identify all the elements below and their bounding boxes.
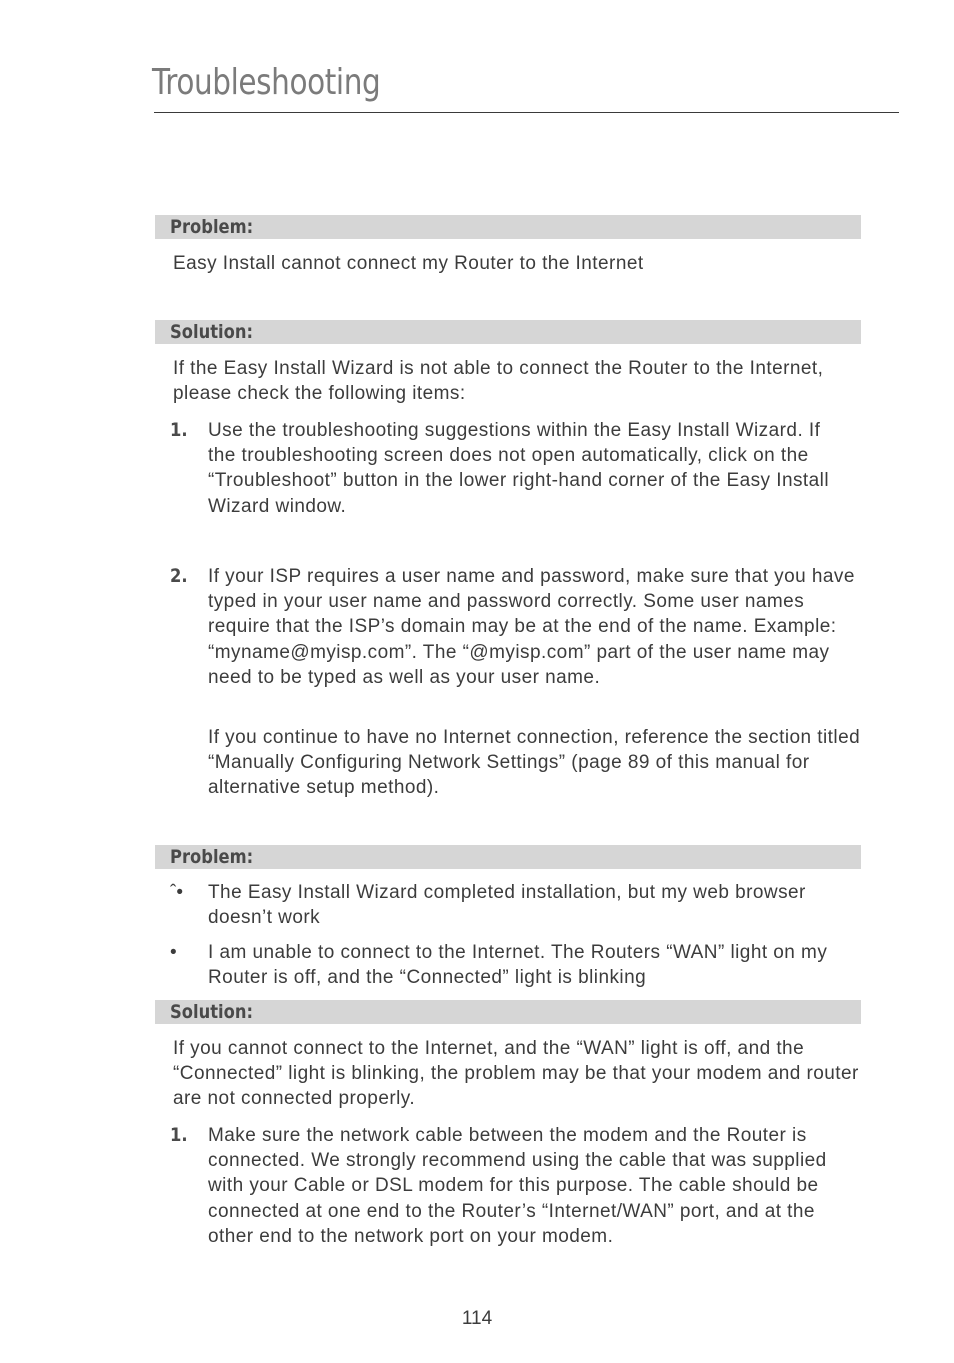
step-text: Make sure the network cable between the modem and the Router is connected. We strongly recommend using the cable that was supplied with your Cable or DSL modem for this purpose. The cable should be connected at one end to the Router’s “Internet/WAN” port, and at the other end to the network port on your modem.: [208, 1125, 827, 1247]
solution-heading-bar: [155, 1000, 861, 1024]
problem-text: Easy Install cannot connect my Router to the Internet: [173, 253, 644, 274]
step-number: 2.: [170, 565, 188, 587]
solution-heading-bar: [155, 320, 861, 344]
bullet-marker: ˆ•: [170, 882, 183, 903]
step-text: If your ISP requires a user name and password, make sure that you have typed in your user name and password correctly. Some user names require that the ISP’s domain may be at the end of the name. Example: “myname@myisp.com”. The “@myisp.com” part of the user name may need to be typed as well as your user name.: [208, 566, 855, 688]
solution-intro: If the Easy Install Wizard is not able to connect the Router to the Internet, please check the following items:: [173, 358, 824, 405]
solution-heading: Solution:: [170, 1001, 254, 1023]
problem-heading: Problem:: [170, 216, 254, 238]
bullet-text: I am unable to connect to the Internet. The Routers “WAN” light on my Router is off, and the “Connected” light is blinking: [208, 942, 828, 989]
step-followup-text: If you continue to have no Internet connection, reference the section titled “Manually Configuring Network Settings” (page 89 of this manual for alternative setup method).: [208, 727, 861, 799]
problem-heading: Problem:: [170, 846, 254, 868]
bullet-marker: •: [170, 942, 177, 963]
solution-heading: Solution:: [170, 321, 254, 343]
step-number: 1.: [170, 1124, 188, 1146]
page-number: 114: [461, 1308, 493, 1329]
solution-intro: If you cannot connect to the Internet, and the “WAN” light is off, and the “Connected” light is blinking, the problem may be that your modem and router are not connected properly.: [173, 1038, 859, 1110]
page-title: Troubleshooting: [152, 62, 381, 103]
step-number: 1.: [170, 419, 188, 441]
step-text: Use the troubleshooting suggestions within the Easy Install Wizard. If the troubleshooting screen does not open automatically, click on the “Troubleshoot” button in the lower right-hand corner of the Easy Install Wizard window.: [208, 420, 830, 517]
problem-heading-bar: [155, 215, 861, 239]
bullet-text: The Easy Install Wizard completed installation, but my web browser doesn’t work: [208, 882, 806, 929]
title-divider: [154, 112, 899, 113]
problem-heading-bar: [155, 845, 861, 869]
